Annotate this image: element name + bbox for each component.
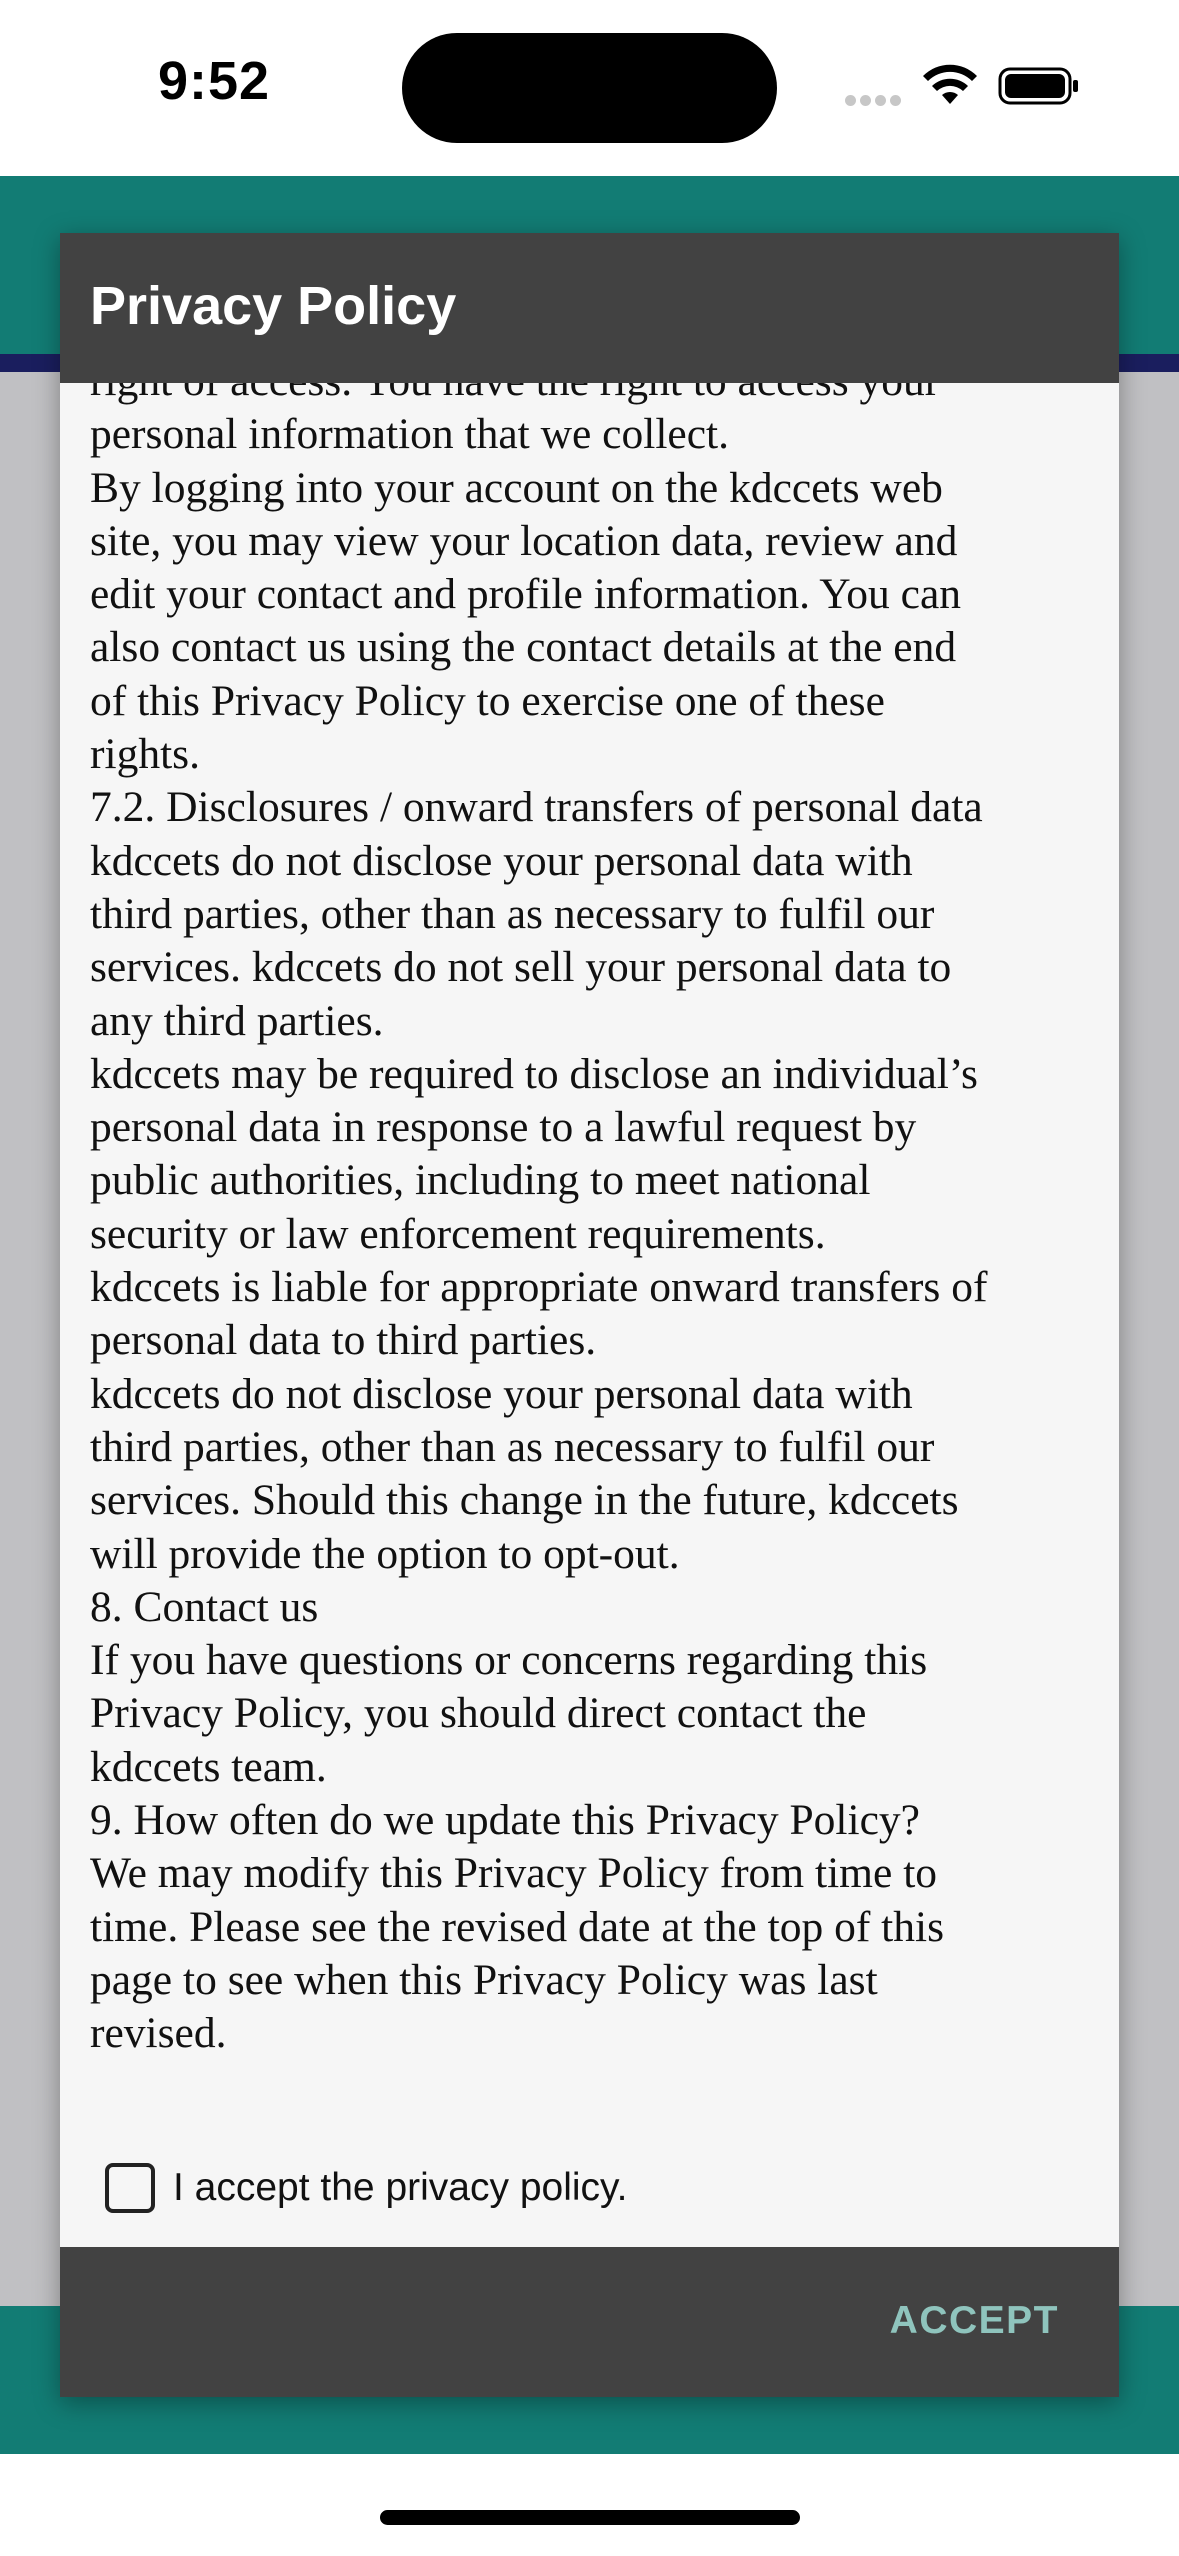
policy-line: 7.2. Disclosures / onward transfers of personal data xyxy=(90,783,983,832)
policy-line: By logging into your account on the kdccets web xyxy=(90,463,943,512)
policy-line: Privacy Policy, you should direct contact the xyxy=(90,1689,867,1738)
policy-line: rights. xyxy=(90,730,200,779)
policy-line: any third parties. xyxy=(90,996,384,1045)
policy-line: of this Privacy Policy to exercise one of these xyxy=(90,676,885,725)
policy-line: revised. xyxy=(90,2009,227,2058)
policy-text xyxy=(90,355,1110,2061)
policy-line: kdccets do not disclose your personal data with xyxy=(90,836,913,885)
accept-checkbox[interactable] xyxy=(105,2163,155,2213)
accept-checkbox-row[interactable] xyxy=(105,2158,627,2218)
policy-line: time. Please see the revised date at the top of this xyxy=(90,1902,945,1951)
policy-line: personal information that we collect. xyxy=(90,410,729,459)
home-indicator-area xyxy=(0,2454,1179,2556)
policy-line: kdccets do not disclose your personal data with xyxy=(90,1369,913,1418)
home-indicator[interactable] xyxy=(380,2510,800,2525)
policy-line: third parties, other than as necessary to fulfil our xyxy=(90,889,935,938)
policy-line: security or law enforcement requirements. xyxy=(90,1209,826,1258)
policy-line: kdccets team. xyxy=(90,1742,327,1791)
battery-icon xyxy=(998,66,1080,106)
policy-line: kdccets may be required to disclose an individual’s xyxy=(90,1049,978,1098)
status-time: 9:52 xyxy=(158,51,271,111)
policy-line: services. Should this change in the future, kdccets xyxy=(90,1476,959,1525)
wifi-icon xyxy=(922,64,978,108)
accept-checkbox-label[interactable]: I accept the privacy policy. xyxy=(173,2166,628,2209)
dialog-header xyxy=(60,233,1119,383)
accept-button[interactable]: ACCEPT xyxy=(889,2299,1059,2342)
policy-line: services. kdccets do not sell your personal data to xyxy=(90,943,952,992)
dialog-footer xyxy=(60,2247,1119,2397)
policy-line: kdccets is liable for appropriate onward transfers of xyxy=(90,1263,988,1312)
policy-line: 8. Contact us xyxy=(90,1582,319,1631)
policy-line: personal data to third parties. xyxy=(90,1316,597,1365)
policy-scroll-area[interactable] xyxy=(60,383,1119,2183)
privacy-policy-dialog xyxy=(60,233,1119,2397)
policy-line: site, you may view your location data, review and xyxy=(90,516,958,565)
policy-line: 9. How often do we update this Privacy Policy? xyxy=(90,1796,920,1845)
policy-line: edit your contact and profile information. You can xyxy=(90,570,961,619)
dynamic-island xyxy=(402,33,777,143)
policy-line: third parties, other than as necessary to fulfil our xyxy=(90,1422,935,1471)
policy-line: page to see when this Privacy Policy was last xyxy=(90,1955,878,2004)
status-bar xyxy=(0,0,1179,176)
policy-line: also contact us using the contact details at the end xyxy=(90,623,957,672)
policy-line: public authorities, including to meet national xyxy=(90,1156,871,1205)
policy-line: We may modify this Privacy Policy from time to xyxy=(90,1849,938,1898)
cellular-signal-icon xyxy=(845,93,905,107)
policy-line: personal data in response to a lawful request by xyxy=(90,1103,917,1152)
policy-line: will provide the option to opt-out. xyxy=(90,1529,680,1578)
policy-line: If you have questions or concerns regarding this xyxy=(90,1636,928,1685)
dialog-title: Privacy Policy xyxy=(90,276,457,336)
